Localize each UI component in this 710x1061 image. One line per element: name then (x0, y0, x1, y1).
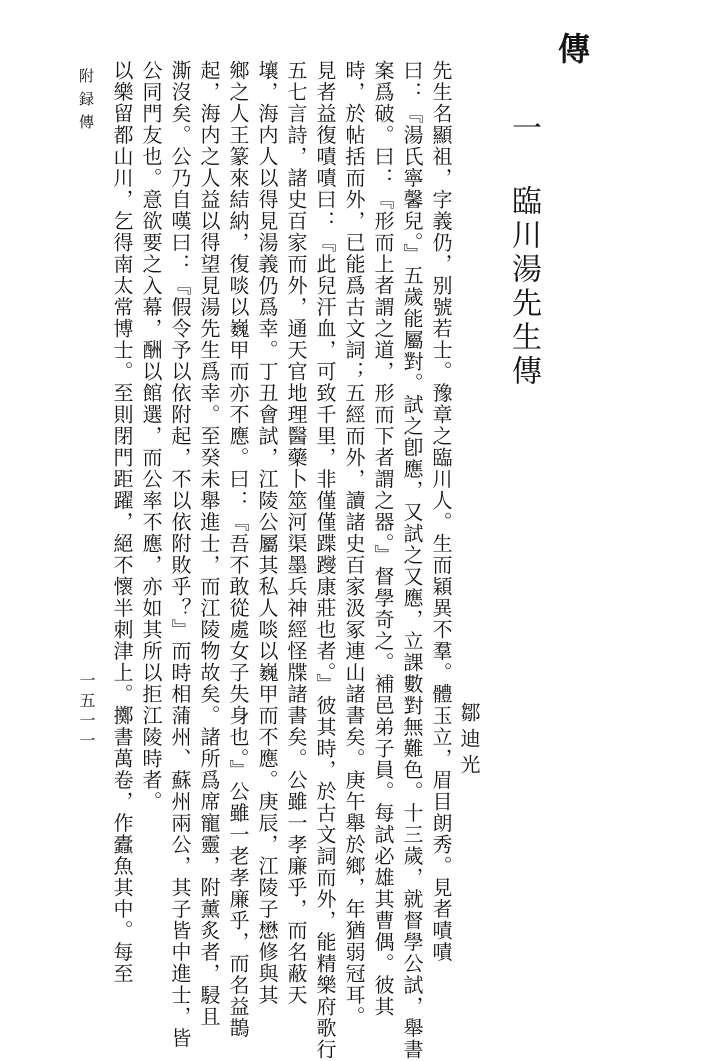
text-column: 以樂留都山川，乞得南太常博士。至則閉門距躍，絕不懷半刺津上。擲書萬卷，作蠹魚其中。每至 (110, 60, 134, 985)
text-column: 公同門友也。意欲要之入幕，酬以館選，而公率不應，亦如其所以拒江陵時者。 (139, 60, 163, 813)
author-name: 鄒迪光 (457, 702, 481, 780)
article-title: 一 臨川湯先生傳 (506, 112, 541, 389)
text-column: 先生名顯祖，字義仍，别號若士。豫章之臨川人。生而穎異不羣。體玉立，眉目朗秀。見者嘖嘖 (429, 60, 453, 963)
text-column: 見者益復嘖嘖曰：『此兒汗血，可致千里，非僅僅蹀躞康莊也者。』彼其時，於古文詞而外，能精樂府歌行 (313, 60, 337, 1061)
text-column: 澌沒矣。公乃自嘆曰：『假令予以依附起，不以依附敗乎？』而時相蒲州、蘇州兩公，其子皆中進士，皆 (168, 60, 192, 1049)
text-column: 鄉之人王篆來結納，復啖以巍甲而亦不應。曰：『吾不敢從處女子失身也。』公雖一老孝廉乎，而名益鵲 (226, 60, 250, 1039)
text-column: 壤，海内人以得見湯義仍爲幸。丁丑會試，江陵公屬其私人啖以巍甲而不應。庚辰，江陵子懋修與其 (255, 60, 279, 1006)
text-column: 五七言詩，諸史百家而外，通天官地理醫藥卜筮河渠墨兵神經怪牒諸書矣。公雖一孝廉乎，而名蔽天 (284, 60, 308, 1006)
text-column: 時，於帖括而外，已能爲古文詞；五經而外，讀諸史百家汲冢連山諸書矣。庚午舉於鄉，年猶弱冠耳。 (342, 60, 366, 1028)
text-column: 起，海内之人益以得望見湯先生爲幸。至癸未舉進士，而江陵物故矣。諸所爲席寵靈，附薰炙者，駸且 (197, 60, 221, 1028)
text-column: 曰：『湯氏寧馨兒。』五歲能屬對。試之卽應，又試之又應，立課數對無難色。十三歲，就督學公試，舉書 (400, 60, 424, 1061)
section-title: 傳 (553, 32, 591, 68)
page-number: 一五一一 (77, 672, 96, 752)
running-title: 附録傳 (77, 68, 95, 137)
text-column: 案爲破。曰：『形而上者謂之道，形而下者謂之器。』督學奇之。補邑弟子員。每試必雄其曹偶。彼其 (371, 60, 395, 1018)
